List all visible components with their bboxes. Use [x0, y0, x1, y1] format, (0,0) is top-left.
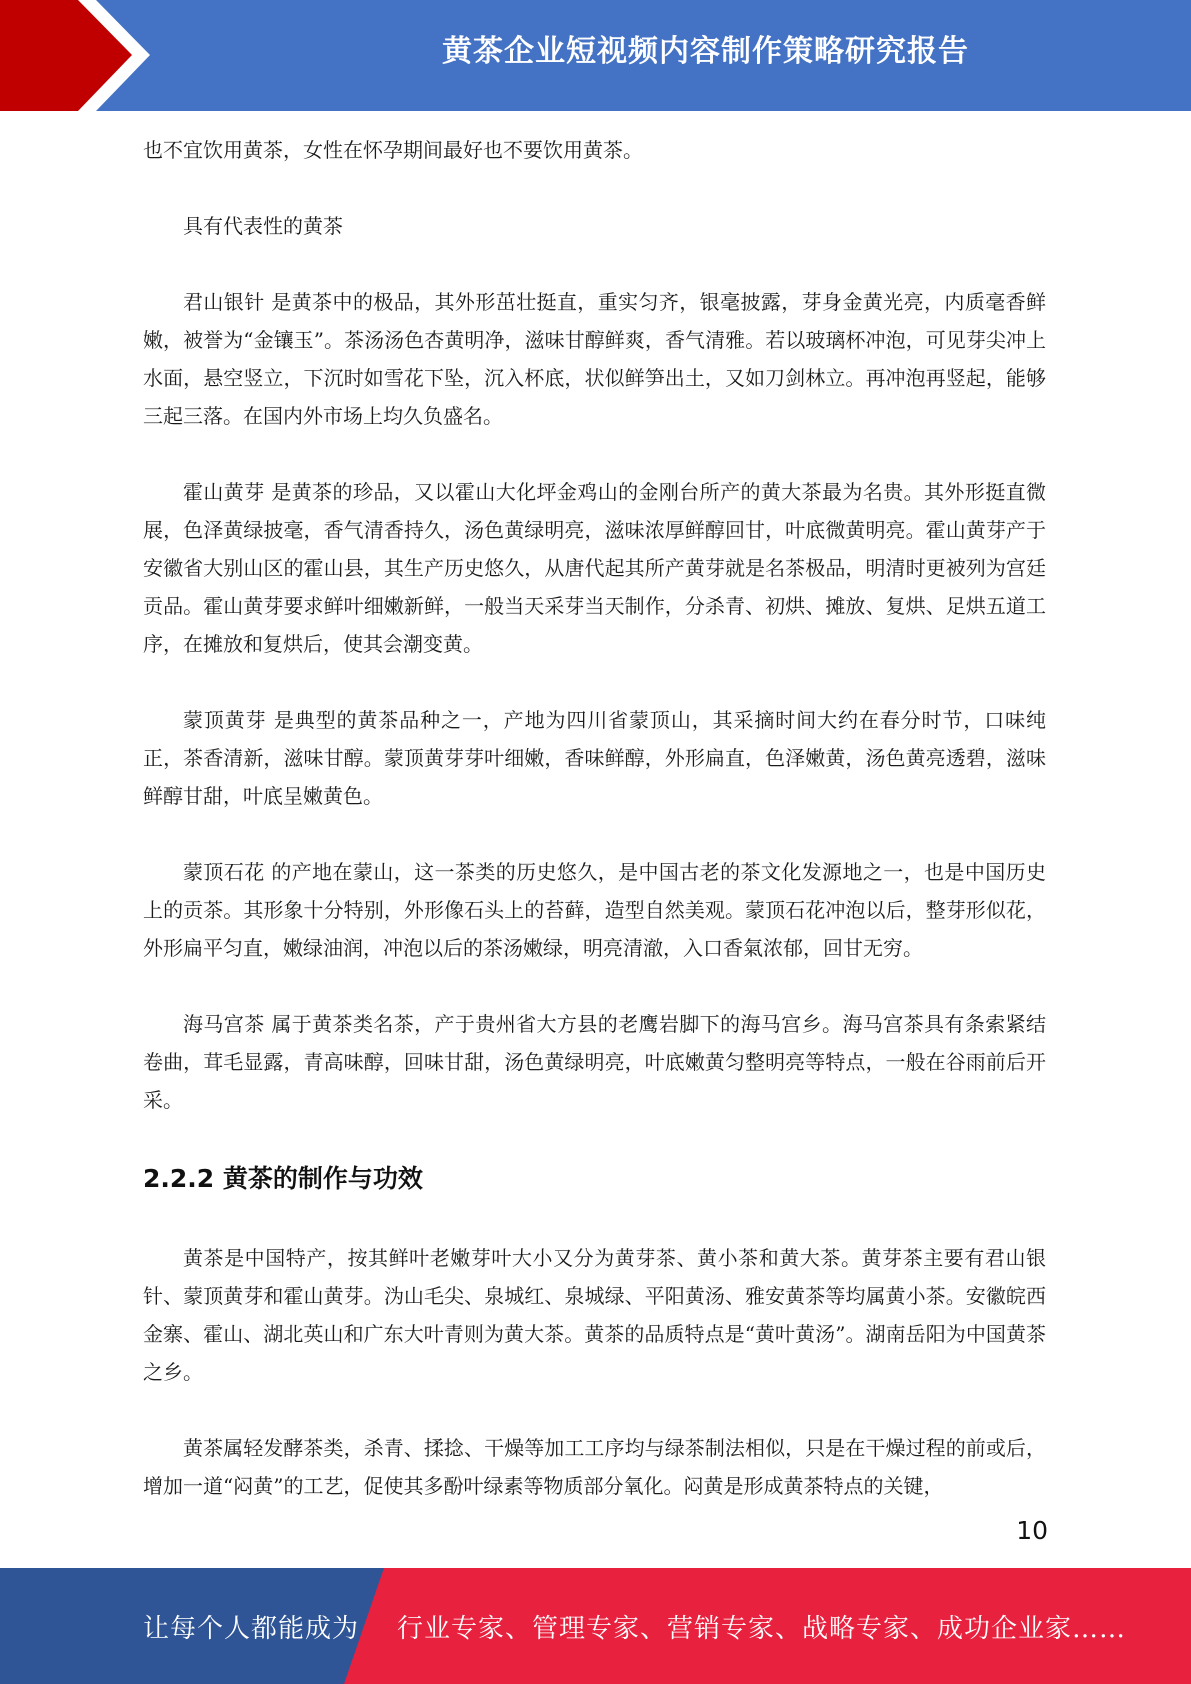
page-content: [143, 131, 1046, 1505]
paragraph: 黄茶是中国特产，按其鲜叶老嫩芽叶大小又分为黄芽茶、黄小茶和黄大茶。黄芽茶主要有君山银针、蒙顶黄芽和霍山黄芽。沩山毛尖、泉城红、泉城绿、平阳黄汤、雅安黄茶等均属黄小茶。安徽皖西金寨、霍山、湖北英山和广东大叶青则为黄大茶。黄茶的品质特点是“黄叶黄汤”。湖南岳阳为中国黄茶之乡。: [143, 1246, 1046, 1384]
tea-description: 是黄茶的珍品，又以霍山大化坪金鸡山的金刚台所产的黄大茶最为名贵。其外形挺直微展，色泽黄绿披毫，香气清香持久，汤色黄绿明亮，滋味浓厚鲜醇回甘，叶底微黄明亮。霍山黄芽产于安徽省大别山区的霍山县，其生产历史悠久，从唐代起其所产黄芽就是名茶极品，明清时更被列为宫廷贡品。霍山黄芽要求鲜叶细嫩新鲜，一般当天采芽当天制作，分杀青、初烘、摊放、复烘、足烘五道工序，在摊放和复烘后，使其会潮变黄。: [143, 480, 1047, 656]
page-number: 10: [1016, 1516, 1048, 1545]
tea-description: 属于黄茶类名茶，产于贵州省大方县的老鹰岩脚下的海马宫乡。海马宫茶具有条索紧结卷曲，茸毛显露，青高味醇，回味甘甜，汤色黄绿明亮，叶底嫩黄匀整明亮等特点，一般在谷雨前后开采。: [143, 1012, 1047, 1112]
paragraph: 也不宜饮用黄茶，女性在怀孕期间最好也不要饮用黄茶。: [143, 138, 643, 162]
paragraph-mengding-huangya: [143, 701, 1046, 815]
paragraph: 黄茶属轻发酵茶类，杀青、揉捻、干燥等加工工序均与绿茶制法相似，只是在干燥过程的前或后，增加一道“闷黄”的工艺，促使其多酚叶绿素等物质部分氧化。闷黄是形成黄茶特点的关键，: [143, 1436, 1046, 1498]
paragraph-haimagong: [143, 1005, 1046, 1119]
tea-description: 的产地在蒙山，这一茶类的历史悠久，是中国古老的茶文化发源地之一，也是中国历史上的贡茶。其形象十分特别，外形像石头上的苔藓，造型自然美观。蒙顶石花冲泡以后，整芽形似花，外形扁平匀直，嫩绿油润，冲泡以后的茶汤嫩绿，明亮清澈，入口香氣浓郁，回甘无穷。: [143, 860, 1047, 960]
tea-name: 蒙顶黄芽: [183, 708, 267, 732]
paragraph-junshan: [143, 283, 1046, 435]
tea-description: 是黄茶中的极品，其外形茁壮挺直，重实匀齐，银毫披露，芽身金黄光亮，内质毫香鲜嫩，被誉为“金镶玉”。茶汤汤色杏黄明净，滋味甘醇鲜爽，香气清雅。若以玻璃杯冲泡，可见芽尖冲上水面，悬空竖立，下沉时如雪花下坠，沉入杯底，状似鲜笋出土，又如刀剑林立。再冲泡再竖起，能够三起三落。在国内外市场上均久负盛名。: [143, 290, 1047, 428]
footer-slogan-right: 行业专家、管理专家、营销专家、战略专家、成功企业家……: [397, 1614, 1127, 1644]
tea-name: 海马宫茶: [183, 1012, 265, 1036]
tea-name: 霍山黄芽: [183, 480, 265, 504]
paragraph-huoshan: [143, 473, 1046, 663]
tea-name: 蒙顶石花: [183, 860, 265, 884]
tea-name: 君山银针: [183, 290, 265, 314]
footer-slogan-left: 让每个人都能成为: [143, 1614, 360, 1644]
document-title: 黄茶企业短视频内容制作策略研究报告: [442, 34, 969, 69]
section-heading: 2.2.2 黄茶的制作与功效: [143, 1164, 423, 1193]
page-header: [0, 0, 1191, 111]
header-arrow-decoration: [0, 0, 160, 111]
tea-description: 是典型的黄茶品种之一，产地为四川省蒙顶山，其采摘时间大约在春分时节，口味纯正，茶香清新，滋味甘醇。蒙顶黄芽芽叶细嫩，香味鲜醇，外形扁直，色泽嫩黄，汤色黄亮透碧，滋味鲜醇甘甜，叶底呈嫩黄色。: [143, 708, 1047, 808]
paragraph-mengding-shihua: [143, 853, 1046, 967]
page-footer: [0, 1568, 1191, 1684]
paragraph-intro: 具有代表性的黄茶: [183, 214, 343, 238]
